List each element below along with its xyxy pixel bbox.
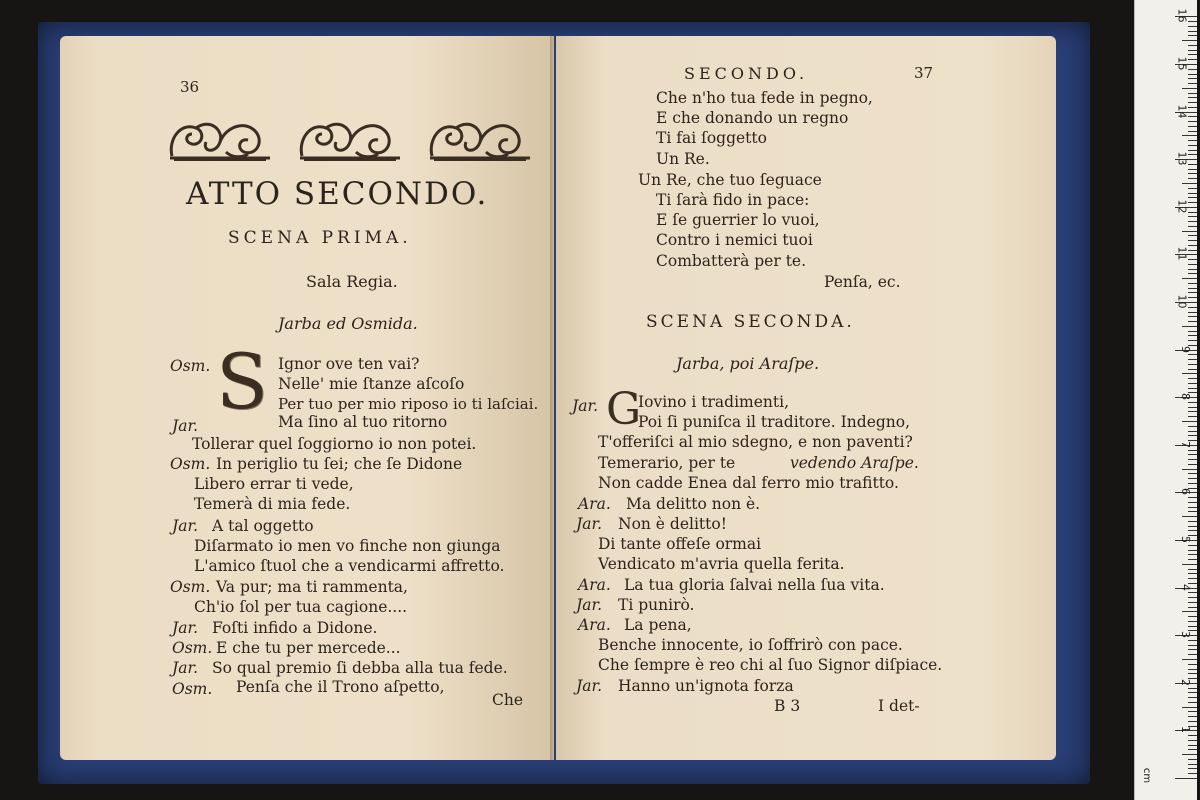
speaker-label: Ara. bbox=[578, 495, 611, 513]
ruler-tick bbox=[1188, 545, 1197, 546]
running-head: SECONDO. bbox=[684, 64, 809, 83]
ruler-number: 10 bbox=[1175, 294, 1189, 309]
ruler-tick bbox=[1188, 178, 1197, 179]
ruler-tick bbox=[1188, 197, 1197, 198]
ruler-tick bbox=[1182, 516, 1197, 517]
ruler-tick bbox=[1182, 231, 1197, 232]
verse-line: E ſe guerrier lo vuoi, bbox=[656, 211, 820, 229]
stage-direction: vedendo Araſpe. bbox=[790, 454, 919, 472]
scene-characters: Jarba, poi Araſpe. bbox=[676, 354, 820, 373]
ruler-tick bbox=[1188, 283, 1197, 284]
ruler-tick bbox=[1188, 530, 1197, 531]
ruler-tick bbox=[1188, 335, 1197, 336]
verse-line: Penſa, ec. bbox=[824, 273, 901, 291]
ruler-tick bbox=[1188, 54, 1197, 55]
ruler-tick bbox=[1182, 469, 1197, 470]
ruler-tick bbox=[1188, 759, 1197, 760]
ruler-tick bbox=[1188, 411, 1197, 412]
ruler-tick bbox=[1188, 721, 1197, 722]
ruler-tick bbox=[1188, 216, 1197, 217]
ruler-tick bbox=[1188, 435, 1197, 436]
speaker-label: Jar. bbox=[576, 515, 603, 533]
ruler-number: 7 bbox=[1179, 440, 1192, 448]
speaker-label: Jar. bbox=[576, 677, 603, 695]
ruler-tick bbox=[1188, 654, 1197, 655]
dialogue-line: So qual premio ſi debba alla tua fede. bbox=[212, 659, 508, 677]
ruler-tick bbox=[1188, 93, 1197, 94]
dialogue-line: Va pur; ma ti rammenta, bbox=[216, 578, 408, 596]
ruler-tick bbox=[1182, 135, 1197, 136]
scene-characters: Jarba ed Osmida. bbox=[278, 314, 418, 333]
dialogue-line: Poi ſi puniſca il traditore. Indegno, bbox=[638, 413, 911, 431]
dialogue-line: In periglio tu ſei; che ſe Didone bbox=[216, 455, 463, 473]
ruler-tick bbox=[1188, 464, 1197, 465]
ruler-tick bbox=[1188, 497, 1197, 498]
dialogue-line: Libero errar ti vede, bbox=[194, 475, 354, 493]
ornament-icon bbox=[296, 112, 404, 164]
ruler-tick bbox=[1188, 507, 1197, 508]
ruler-tick bbox=[1188, 478, 1197, 479]
ruler-tick bbox=[1182, 421, 1197, 422]
ruler-tick bbox=[1188, 502, 1197, 503]
ruler-tick bbox=[1188, 559, 1197, 560]
ruler-tick bbox=[1188, 273, 1197, 274]
ruler-tick bbox=[1188, 550, 1197, 551]
ruler-tick bbox=[1188, 173, 1197, 174]
ruler-tick bbox=[1188, 316, 1197, 317]
ruler-tick bbox=[1188, 597, 1197, 598]
ruler-tick bbox=[1188, 735, 1197, 736]
ruler-number: 5 bbox=[1179, 536, 1192, 543]
ruler-tick bbox=[1188, 554, 1197, 555]
verse-line: E che donando un regno bbox=[656, 109, 849, 127]
scene-title: SCENA SECONDA. bbox=[646, 312, 855, 332]
ruler-tick bbox=[1188, 45, 1197, 46]
ruler-tick bbox=[1188, 26, 1197, 27]
ruler-number: 4 bbox=[1179, 583, 1192, 591]
verse-line: Ti ſarà fido in pace: bbox=[656, 191, 810, 209]
dialogue-line: Iovino i tradimenti, bbox=[638, 393, 790, 411]
ruler-number: 13 bbox=[1175, 151, 1189, 166]
scene-title: SCENA PRIMA. bbox=[228, 228, 412, 248]
ruler-tick bbox=[1188, 340, 1197, 341]
ruler-tick bbox=[1188, 121, 1197, 122]
ruler-tick bbox=[1188, 773, 1197, 774]
scene-setting: Sala Regia. bbox=[306, 272, 398, 291]
ruler-tick bbox=[1188, 250, 1197, 251]
ruler-tick bbox=[1188, 140, 1197, 141]
ruler-tick bbox=[1188, 402, 1197, 403]
speaker-label: Jar. bbox=[172, 659, 199, 677]
ruler-tick bbox=[1188, 569, 1197, 570]
dialogue-line: Temerà di mia fede. bbox=[194, 495, 351, 513]
ruler-tick bbox=[1188, 31, 1197, 32]
ruler-unit: cm bbox=[1141, 767, 1153, 784]
ruler-tick bbox=[1188, 97, 1197, 98]
dialogue-line: Ma ſino al tuo ritorno bbox=[278, 413, 448, 431]
ruler-tick bbox=[1188, 483, 1197, 484]
ruler-tick bbox=[1188, 50, 1197, 51]
ruler-tick bbox=[1188, 74, 1197, 75]
ruler-tick bbox=[1188, 307, 1197, 308]
speaker-label: Jar. bbox=[576, 596, 603, 614]
ruler-tick bbox=[1182, 183, 1197, 184]
ruler-tick bbox=[1188, 102, 1197, 103]
ruler-tick bbox=[1188, 383, 1197, 384]
ruler-tick bbox=[1188, 454, 1197, 455]
ruler-tick bbox=[1188, 578, 1197, 579]
ruler-tick bbox=[1188, 640, 1197, 641]
ruler-tick bbox=[1188, 150, 1197, 151]
right-page bbox=[556, 36, 1056, 760]
speaker-label: Jar. bbox=[172, 619, 199, 637]
ruler-tick bbox=[1188, 740, 1197, 741]
dialogue-line: Nelle' mie ſtanze aſcoſo bbox=[278, 375, 465, 393]
ruler-tick bbox=[1188, 526, 1197, 527]
dialogue-line: Diſarmato io men vo finche non giunga bbox=[194, 537, 501, 555]
ruler-number: 14 bbox=[1175, 104, 1189, 119]
ruler-tick bbox=[1188, 621, 1197, 622]
ruler-tick bbox=[1175, 778, 1197, 779]
ruler-tick bbox=[1188, 407, 1197, 408]
drop-cap: S bbox=[216, 337, 269, 426]
ruler-number: 11 bbox=[1175, 246, 1189, 261]
catchword: I det- bbox=[878, 697, 920, 715]
speaker-label: Jar. bbox=[172, 417, 199, 435]
ruler-number: 15 bbox=[1175, 56, 1189, 71]
verse-line: Combatterà per te. bbox=[656, 252, 807, 270]
verse-line: Un Re. bbox=[656, 150, 710, 168]
dialogue-line: Ma delitto non è. bbox=[626, 495, 761, 513]
dialogue-line: La pena, bbox=[624, 616, 692, 634]
signature-mark: B 3 bbox=[774, 697, 801, 715]
ruler-tick bbox=[1188, 697, 1197, 698]
ruler-tick bbox=[1188, 145, 1197, 146]
speaker-label: Ara. bbox=[578, 616, 611, 634]
speaker-label: Osm. bbox=[170, 357, 211, 375]
ruler-tick bbox=[1188, 269, 1197, 270]
ruler-tick bbox=[1188, 645, 1197, 646]
dialogue-line: Ch'io ſol per tua cagione.... bbox=[194, 598, 408, 616]
ruler-tick bbox=[1188, 154, 1197, 155]
ruler-tick bbox=[1188, 664, 1197, 665]
verse-line: Ti fai ſoggetto bbox=[656, 129, 767, 147]
ruler-number: 9 bbox=[1179, 345, 1192, 353]
ruler-tick bbox=[1188, 602, 1197, 603]
ruler-tick bbox=[1188, 616, 1197, 617]
ruler-tick bbox=[1188, 768, 1197, 769]
ruler-tick bbox=[1182, 326, 1197, 327]
ornament-icon bbox=[166, 112, 274, 164]
speaker-label: Osm. bbox=[172, 639, 213, 657]
dialogue-line: A tal oggetto bbox=[212, 517, 314, 535]
ruler-tick bbox=[1188, 240, 1197, 241]
catchword: Che bbox=[492, 691, 524, 709]
dialogue-line: Non cadde Enea dal ferro mio trafitto. bbox=[598, 474, 899, 492]
speaker-label: Jar. bbox=[572, 397, 599, 415]
ruler-tick bbox=[1188, 626, 1197, 627]
ruler-tick bbox=[1182, 659, 1197, 660]
ruler-tick bbox=[1188, 169, 1197, 170]
ruler-tick bbox=[1188, 312, 1197, 313]
ruler-tick bbox=[1188, 702, 1197, 703]
ruler-tick bbox=[1188, 235, 1197, 236]
left-page-number: 36 bbox=[180, 78, 200, 96]
ruler-number: 2 bbox=[1179, 678, 1192, 686]
dialogue-line: Di tante offeſe ormai bbox=[598, 535, 762, 553]
ruler-tick bbox=[1188, 764, 1197, 765]
dialogue-line: Foſti infido a Didone. bbox=[212, 619, 378, 637]
dialogue-line: E che tu per mercede... bbox=[216, 639, 401, 657]
ruler-tick bbox=[1188, 354, 1197, 355]
dialogue-line: L'amico ſtuol che a vendicarmi affretto. bbox=[194, 557, 505, 575]
dialogue-line: Temerario, per te bbox=[598, 454, 736, 472]
verse-line: Contro i nemici tuoi bbox=[656, 231, 813, 249]
ruler-tick bbox=[1188, 359, 1197, 360]
speaker-label: Jar. bbox=[172, 517, 199, 535]
speaker-label: Osm. bbox=[170, 578, 211, 596]
ruler-tick bbox=[1188, 511, 1197, 512]
drop-cap: G bbox=[606, 384, 642, 435]
ruler-tick bbox=[1188, 69, 1197, 70]
ruler-tick bbox=[1188, 688, 1197, 689]
ruler-number: 12 bbox=[1175, 199, 1189, 214]
ruler-tick bbox=[1188, 59, 1197, 60]
ruler-tick bbox=[1188, 245, 1197, 246]
ruler-tick bbox=[1188, 292, 1197, 293]
ruler-tick bbox=[1188, 35, 1197, 36]
ruler-tick bbox=[1188, 692, 1197, 693]
ruler-tick bbox=[1182, 88, 1197, 89]
ruler-tick bbox=[1188, 607, 1197, 608]
ruler-tick bbox=[1188, 450, 1197, 451]
ruler-tick bbox=[1188, 649, 1197, 650]
dialogue-line: Penſa che il Trono aſpetto, bbox=[236, 678, 445, 696]
ornament-icon bbox=[426, 112, 534, 164]
dialogue-line: Benche innocente, io ſoffrirò con pace. bbox=[598, 636, 903, 654]
ruler-tick bbox=[1188, 107, 1197, 108]
ruler-number: 1 bbox=[1179, 726, 1192, 734]
ruler-tick bbox=[1188, 212, 1197, 213]
measurement-ruler bbox=[1134, 0, 1197, 800]
ruler-tick bbox=[1188, 521, 1197, 522]
ruler-tick bbox=[1188, 473, 1197, 474]
ruler-tick bbox=[1188, 673, 1197, 674]
ruler-tick bbox=[1188, 592, 1197, 593]
ruler-tick bbox=[1188, 288, 1197, 289]
ruler-tick bbox=[1188, 711, 1197, 712]
ruler-tick bbox=[1188, 369, 1197, 370]
ruler-tick bbox=[1182, 754, 1197, 755]
ruler-tick bbox=[1188, 259, 1197, 260]
dialogue-line: Tollerar quel ſoggiorno io non potei. bbox=[192, 435, 477, 453]
ruler-number: 6 bbox=[1179, 488, 1192, 496]
ruler-tick bbox=[1188, 221, 1197, 222]
ruler-tick bbox=[1188, 164, 1197, 165]
ruler-tick bbox=[1188, 459, 1197, 460]
speaker-label: Ara. bbox=[578, 576, 611, 594]
dialogue-line: T'offeriſci al mio sdegno, e non paventi? bbox=[598, 433, 913, 451]
dialogue-line: Hanno un'ignota forza bbox=[618, 677, 794, 695]
ruler-tick bbox=[1188, 126, 1197, 127]
dialogue-line: Non è delitto! bbox=[618, 515, 727, 533]
ruler-tick bbox=[1188, 669, 1197, 670]
ruler-number: 8 bbox=[1179, 393, 1192, 401]
speaker-label: Osm. bbox=[172, 680, 213, 698]
ruler-tick bbox=[1182, 611, 1197, 612]
ruler-tick bbox=[1188, 188, 1197, 189]
ruler-tick bbox=[1182, 278, 1197, 279]
verse-line: Che n'ho tua fede in pegno, bbox=[656, 89, 873, 107]
ruler-number: 16 bbox=[1175, 8, 1189, 23]
ruler-tick bbox=[1182, 40, 1197, 41]
left-page bbox=[60, 36, 554, 760]
ruler-tick bbox=[1188, 21, 1197, 22]
ruler-tick bbox=[1188, 716, 1197, 717]
ruler-tick bbox=[1188, 116, 1197, 117]
ruler-tick bbox=[1182, 373, 1197, 374]
dialogue-line: Vendicato m'avria quella ferita. bbox=[598, 555, 845, 573]
ruler-tick bbox=[1188, 331, 1197, 332]
dialogue-line: Che ſempre è reo chi al ſuo Signor diſpiace. bbox=[598, 656, 943, 674]
ruler-tick bbox=[1188, 745, 1197, 746]
ruler-tick bbox=[1188, 426, 1197, 427]
ruler-tick bbox=[1182, 564, 1197, 565]
ruler-tick bbox=[1188, 264, 1197, 265]
ruler-tick bbox=[1188, 78, 1197, 79]
speaker-label: Osm. bbox=[170, 455, 211, 473]
dialogue-line: Ti punirò. bbox=[618, 596, 695, 614]
dialogue-line: La tua gloria ſalvai nella ſua vita. bbox=[624, 576, 885, 594]
dialogue-line: Per tuo per mio riposo io ti laſciai. bbox=[278, 395, 539, 413]
ruler-tick bbox=[1188, 749, 1197, 750]
ruler-tick bbox=[1188, 416, 1197, 417]
ruler-tick bbox=[1188, 297, 1197, 298]
right-page-number: 37 bbox=[914, 64, 934, 82]
ruler-tick bbox=[1182, 707, 1197, 708]
ruler-tick bbox=[1188, 202, 1197, 203]
ruler-tick bbox=[1188, 226, 1197, 227]
ruler-tick bbox=[1188, 83, 1197, 84]
ruler-number: 3 bbox=[1179, 631, 1192, 639]
verse-line: Un Re, che tuo ſeguace bbox=[638, 171, 822, 189]
ruler-tick bbox=[1188, 388, 1197, 389]
ruler-tick bbox=[1188, 573, 1197, 574]
ruler-tick bbox=[1188, 378, 1197, 379]
dialogue-line: Ignor ove ten vai? bbox=[278, 355, 420, 373]
ruler-tick bbox=[1188, 131, 1197, 132]
ruler-tick bbox=[1188, 193, 1197, 194]
ruler-tick bbox=[1188, 321, 1197, 322]
ruler-tick bbox=[1188, 431, 1197, 432]
act-title: ATTO SECONDO. bbox=[186, 176, 489, 212]
ruler-tick bbox=[1188, 364, 1197, 365]
